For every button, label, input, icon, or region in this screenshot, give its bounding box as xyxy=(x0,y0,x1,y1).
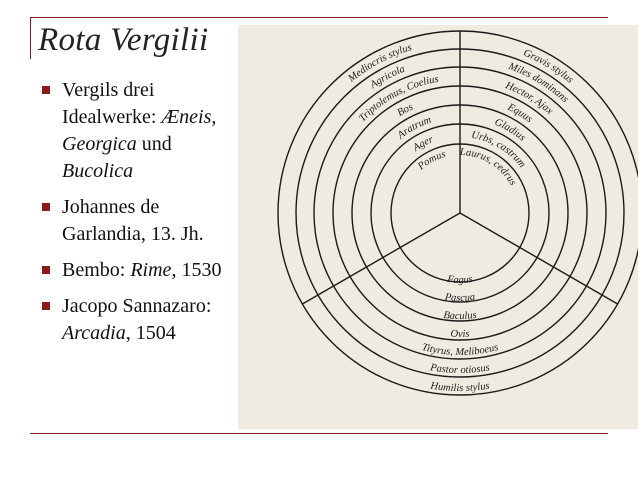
wheel-spoke xyxy=(302,213,460,304)
rota-vergilii-figure xyxy=(238,25,638,429)
wheel-label-left: Aratrum xyxy=(395,114,433,142)
wheel-label-bottom: Fagus xyxy=(446,273,474,287)
bottom-rule xyxy=(30,433,608,434)
top-rule xyxy=(30,17,608,18)
bullet-text: Vergils drei Idealwerke: Æneis, Georgica und Bucolica xyxy=(62,79,217,182)
title-side-rule xyxy=(30,17,31,59)
bullet-square-icon xyxy=(42,203,50,211)
bullet-text: Jacopo Sannazaro: Arcadia, 1504 xyxy=(62,295,212,344)
wheel-label-left: Agricola xyxy=(368,63,407,91)
wheel-label-right: Urbs, castrum xyxy=(470,129,528,170)
bullet-square-icon xyxy=(42,86,50,94)
wheel-label-bottom: Tityrus, Meliboeus xyxy=(420,341,500,359)
wheel-label-right: Laurus, cedrus xyxy=(459,146,519,188)
slide-title: Rota Vergilii xyxy=(38,22,209,58)
wheel-label-bottom: Pascua xyxy=(444,291,476,305)
wheel-spoke xyxy=(460,213,618,304)
wheel-label-left: Triptolemus, Coelius xyxy=(357,73,440,125)
bullet-square-icon xyxy=(42,302,50,310)
wheel-label-left: Bos xyxy=(395,101,415,119)
wheel-label-right: Gladius xyxy=(492,116,528,144)
bullet-list xyxy=(42,77,242,356)
wheel-label-right: Equus xyxy=(505,101,535,126)
bullet-text: Bembo: Rime, 1530 xyxy=(62,259,222,281)
wheel-label-right: Hector, Ajax xyxy=(503,80,555,117)
wheel-label-left: Ager xyxy=(411,134,435,154)
rota-wheel-diagram xyxy=(238,25,638,429)
bullet-square-icon xyxy=(42,266,50,274)
wheel-label-bottom: Baculus xyxy=(442,309,478,323)
bullet-item xyxy=(42,293,242,347)
wheel-label-right: Gravis stylus xyxy=(521,47,576,86)
wheel-label-bottom: Ovis xyxy=(450,328,470,341)
wheel-label-right: Miles dominans xyxy=(506,61,571,106)
bullet-text: Johannes de Garlandia, 13. Jh. xyxy=(62,196,204,245)
bullet-item xyxy=(42,77,242,185)
bullet-item xyxy=(42,194,242,248)
bullet-item xyxy=(42,257,242,284)
wheel-label-bottom: Pastor otiosus xyxy=(429,362,491,377)
wheel-label-left: Mediocris stylus xyxy=(346,42,414,85)
wheel-label-left: Pomus xyxy=(415,148,447,173)
wheel-label-bottom: Humilis stylus xyxy=(429,380,491,395)
